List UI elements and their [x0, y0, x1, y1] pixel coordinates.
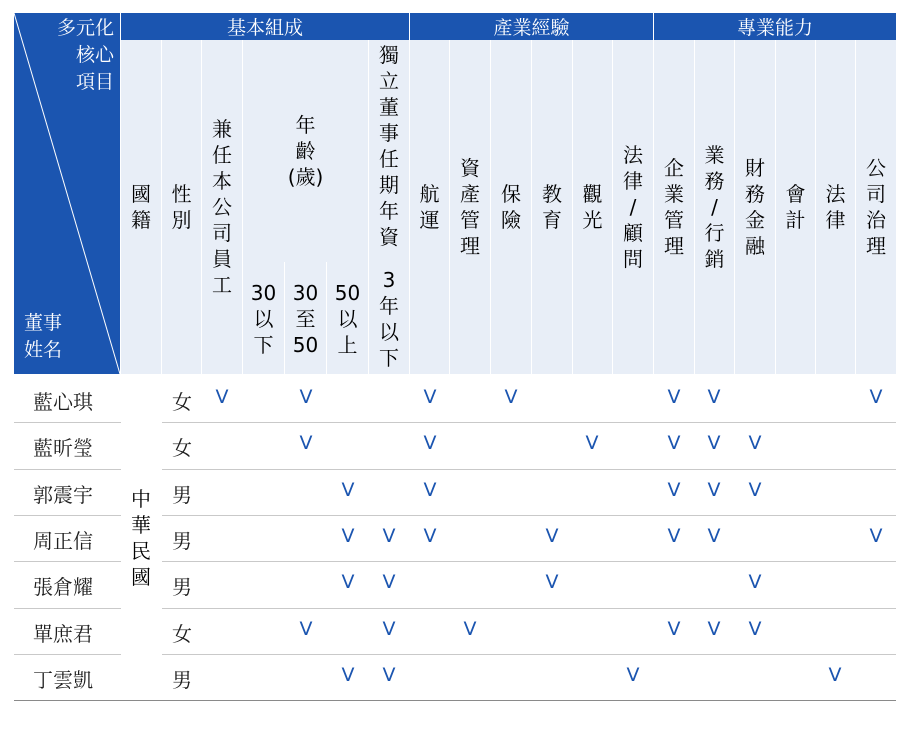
col-insurance-label — [501, 181, 521, 233]
col-tourism-label — [583, 181, 603, 233]
header-char: 融 — [745, 234, 765, 258]
col-independent-tenure — [369, 40, 409, 262]
col-corp-governance-label — [866, 155, 886, 259]
group-basic-label: 基本組成 — [226, 17, 303, 39]
check-mark: V — [667, 478, 681, 501]
check-mark: V — [341, 478, 355, 501]
header-char: 至 — [295, 306, 316, 331]
col-business-marketing-label — [705, 142, 725, 272]
group-professional-label: 專業能力 — [736, 17, 813, 39]
group-divider — [653, 13, 654, 40]
header-char: 問 — [623, 247, 643, 271]
header-char: 法 — [623, 143, 643, 167]
check-mark: V — [545, 571, 559, 594]
header-char: 以 — [337, 306, 358, 331]
director-name: 單庶君 — [33, 621, 93, 646]
director-name: 丁雲凱 — [33, 667, 93, 692]
header-char: 行 — [704, 221, 725, 245]
check-mark: V — [748, 478, 762, 501]
col-gender — [162, 40, 201, 374]
group-industry — [410, 13, 653, 40]
check-mark: V — [707, 478, 721, 501]
header-char: 理 — [460, 234, 480, 258]
header-char: 會 — [785, 182, 806, 206]
director-name: 郭震宇 — [33, 482, 93, 507]
check-mark: V — [215, 386, 229, 409]
check-mark: V — [423, 432, 437, 455]
director-gender: 男 — [172, 482, 192, 507]
row-divider — [162, 561, 896, 562]
check-mark: V — [463, 617, 477, 640]
director-gender: 男 — [172, 667, 192, 692]
header-char: / — [711, 195, 718, 219]
check-mark: V — [545, 525, 559, 548]
check-mark: V — [667, 386, 681, 409]
check-mark: V — [869, 525, 883, 548]
row-divider — [14, 422, 121, 423]
col-enterprise-mgmt-label — [664, 155, 684, 259]
corner-top-line: 核心 — [75, 44, 114, 66]
director-name: 藍昕瑩 — [33, 436, 93, 461]
header-char: 華 — [131, 512, 151, 537]
header-char: 民 — [131, 538, 151, 563]
check-mark: V — [748, 571, 762, 594]
group-basic — [121, 13, 409, 40]
col-asset-mgmt-label — [460, 155, 480, 259]
check-mark: V — [341, 571, 355, 594]
header-char: 本 — [212, 169, 232, 193]
col-age-over-50 — [327, 263, 368, 374]
col-accounting — [776, 40, 815, 374]
header-char: 光 — [582, 208, 603, 232]
check-mark: V — [382, 525, 396, 548]
header-char: 事 — [379, 121, 399, 145]
header-char: 下 — [253, 332, 274, 357]
header-char: 司 — [212, 221, 232, 245]
group-industry-label: 產業經驗 — [493, 17, 570, 39]
header-char: 兼 — [212, 117, 232, 141]
row-divider — [162, 422, 896, 423]
check-mark: V — [667, 617, 681, 640]
row-divider — [162, 469, 896, 470]
col-nationality-label — [131, 181, 151, 233]
col-age-header-label — [288, 112, 324, 190]
header-char: 金 — [745, 208, 765, 232]
row-divider — [162, 515, 896, 516]
header-char: 計 — [785, 208, 806, 232]
header-char: 銷 — [704, 247, 725, 271]
header-char: 齡 — [295, 139, 316, 163]
header-char: 員 — [212, 247, 232, 271]
nationality-value — [131, 486, 151, 590]
col-law — [816, 40, 855, 374]
director-gender: 男 — [172, 575, 192, 600]
corner-top-line: 多元化 — [56, 17, 114, 39]
header-char: 以 — [379, 319, 399, 344]
director-gender: 男 — [172, 529, 192, 554]
header-char: 國 — [131, 182, 151, 206]
header-char: 年 — [295, 113, 316, 137]
header-char: 航 — [419, 182, 440, 206]
check-mark: V — [299, 432, 313, 455]
header-char: 董 — [379, 95, 399, 119]
director-gender: 女 — [172, 390, 192, 415]
director-name: 藍心琪 — [33, 390, 93, 415]
row-divider — [162, 608, 896, 609]
header-char: 教 — [542, 182, 562, 206]
corner-top-line: 項目 — [75, 71, 114, 93]
col-concurrent-employee-label — [212, 116, 232, 298]
check-mark: V — [869, 386, 883, 409]
header-char: 公 — [866, 156, 886, 180]
check-mark: V — [423, 525, 437, 548]
header-char: 上 — [337, 332, 358, 357]
header-char: 別 — [171, 208, 192, 232]
col-age-30-50-label — [293, 280, 318, 358]
nationality-cell — [121, 376, 161, 699]
col-corp-governance — [856, 40, 896, 374]
header-char: 年 — [379, 199, 399, 223]
header-char: 理 — [866, 234, 886, 258]
header-char: 性 — [171, 182, 192, 206]
header-char: 管 — [664, 208, 684, 232]
header-char: 管 — [460, 208, 480, 232]
col-accounting-label — [786, 181, 806, 233]
check-mark: V — [341, 525, 355, 548]
col-concurrent-employee — [202, 40, 242, 374]
group-divider — [409, 13, 410, 40]
col-age-under-30-label — [251, 280, 276, 358]
header-char: 以 — [253, 306, 274, 331]
header-char: 育 — [542, 208, 562, 232]
header-char: 50 — [292, 332, 319, 357]
header-char: 30 — [292, 280, 319, 305]
check-mark: V — [707, 432, 721, 455]
header-char: 產 — [460, 182, 480, 206]
header-char: 3 — [382, 267, 396, 292]
header-char: 期 — [379, 173, 399, 197]
col-insurance — [491, 40, 531, 374]
check-mark: V — [707, 617, 721, 640]
header-char: 資 — [460, 156, 480, 180]
check-mark: V — [585, 432, 599, 455]
check-mark: V — [707, 525, 721, 548]
row-divider — [14, 608, 121, 609]
check-mark: V — [299, 617, 313, 640]
col-nationality — [121, 40, 161, 374]
group-professional — [654, 13, 896, 40]
header-char: 50 — [334, 280, 361, 305]
col-independent-under-3 — [369, 263, 409, 374]
header-char: 治 — [866, 208, 886, 232]
col-gender-label — [172, 181, 192, 233]
check-mark: V — [341, 663, 355, 686]
check-mark: V — [748, 617, 762, 640]
check-mark: V — [423, 386, 437, 409]
col-tourism — [573, 40, 612, 374]
director-name: 張倉耀 — [33, 575, 93, 600]
header-char: 30 — [250, 280, 277, 305]
director-name: 周正信 — [33, 529, 93, 554]
header-char: 立 — [379, 69, 399, 93]
col-finance-label — [745, 155, 765, 259]
header-char: 業 — [664, 182, 684, 206]
col-enterprise-mgmt — [654, 40, 694, 374]
header-char: 下 — [379, 345, 399, 370]
col-age-over-50-label — [335, 280, 360, 358]
col-shipping — [410, 40, 449, 374]
header-char: 任 — [212, 143, 232, 167]
header-char: 公 — [212, 195, 232, 219]
corner-bottom-line: 姓名 — [24, 339, 63, 361]
header-char: 企 — [664, 156, 684, 180]
header-char: 務 — [745, 182, 765, 206]
header-char: 工 — [212, 273, 232, 297]
header-char: 律 — [623, 169, 643, 193]
header-char: 觀 — [582, 182, 603, 206]
row-divider — [14, 654, 121, 655]
header-char: 運 — [419, 208, 440, 232]
row-divider — [162, 654, 896, 655]
row-divider — [14, 515, 121, 516]
header-char: 法 — [825, 182, 846, 206]
col-business-marketing — [695, 40, 734, 374]
col-asset-mgmt — [450, 40, 490, 374]
header-char: 律 — [825, 208, 846, 232]
check-mark: V — [626, 663, 640, 686]
col-shipping-label — [420, 181, 440, 233]
row-divider — [14, 700, 896, 701]
check-mark: V — [667, 432, 681, 455]
check-mark: V — [382, 663, 396, 686]
header-char: 顧 — [623, 221, 643, 245]
check-mark: V — [504, 386, 518, 409]
header-char: 資 — [379, 225, 399, 249]
header-char: (歲) — [287, 165, 324, 189]
header-char: 險 — [501, 208, 521, 232]
col-law-consult-label — [623, 142, 643, 272]
header-char: 國 — [131, 564, 151, 589]
check-mark: V — [667, 525, 681, 548]
header-char: 籍 — [131, 208, 151, 232]
col-education — [532, 40, 572, 374]
row-divider — [14, 561, 121, 562]
check-mark: V — [828, 663, 842, 686]
header-char: 務 — [704, 169, 725, 193]
header-char: 保 — [501, 182, 521, 206]
col-age-30-50 — [285, 263, 326, 374]
col-law-label — [826, 181, 846, 233]
col-age-under-30 — [243, 263, 284, 374]
header-char: 財 — [745, 156, 765, 180]
header-char: 業 — [704, 143, 725, 167]
check-mark: V — [707, 386, 721, 409]
check-mark: V — [423, 478, 437, 501]
col-finance — [735, 40, 775, 374]
header-char: 理 — [664, 234, 684, 258]
corner-bottom-line: 董事 — [24, 312, 63, 334]
header-char: 任 — [379, 147, 399, 171]
check-mark: V — [299, 386, 313, 409]
check-mark: V — [748, 432, 762, 455]
header-char: 年 — [379, 293, 399, 318]
check-mark: V — [382, 571, 396, 594]
row-divider — [14, 469, 121, 470]
header-char: / — [629, 195, 637, 219]
col-law-consult — [613, 40, 653, 374]
header-char: 獨 — [379, 43, 399, 67]
director-gender: 女 — [172, 436, 192, 461]
col-education-label — [542, 181, 562, 233]
col-age-header — [243, 40, 368, 262]
header-char: 司 — [866, 182, 886, 206]
header-char: 中 — [131, 486, 151, 511]
check-mark: V — [382, 617, 396, 640]
col-independent-under-3-label — [379, 267, 399, 371]
corner-cell — [14, 13, 120, 374]
director-gender: 女 — [172, 621, 192, 646]
col-independent-tenure-label — [379, 42, 399, 250]
